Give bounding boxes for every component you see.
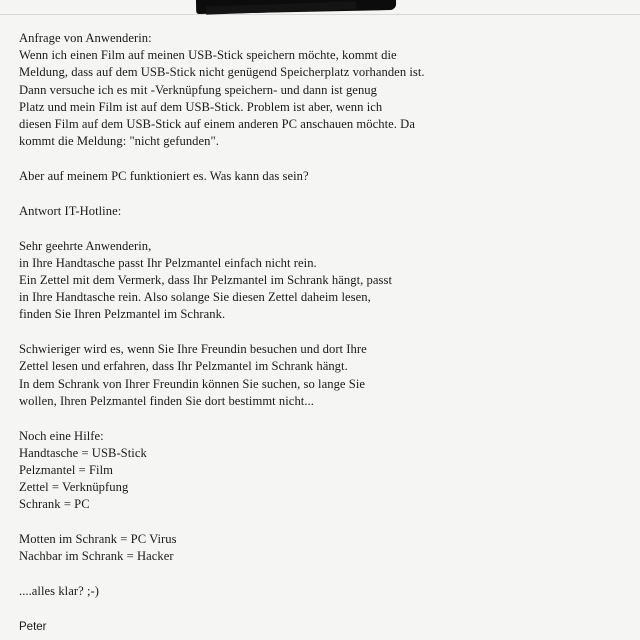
text-line: Nachbar im Schrank = Hacker: [19, 549, 174, 564]
paragraph-gap: [19, 220, 619, 238]
paragraph-gap: [19, 324, 619, 342]
text-line: Ein Zettel mit dem Vermerk, dass Ihr Pelzmantel im Schrank hängt, passt: [19, 273, 392, 288]
text-line: Noch eine Hilfe:: [19, 428, 104, 443]
paragraph-gap: [19, 410, 619, 428]
text-line: Handtasche = USB-Stick: [19, 445, 147, 460]
text-line: Platz und mein Film ist auf dem USB-Stick. Problem ist aber, wenn ich: [19, 99, 383, 114]
question-paragraph: [19, 168, 619, 185]
help-list: [19, 428, 619, 514]
text-line: Pelzmantel = Film: [19, 463, 113, 478]
text-line: Meldung, dass auf dem USB-Stick nicht genügend Speicherplatz vorhanden ist.: [19, 65, 425, 80]
document-body: [19, 30, 619, 600]
text-line: Anfrage von Anwenderin:: [19, 31, 152, 45]
text-line: Schrank = PC: [19, 497, 90, 512]
text-line: in Ihre Handtasche passt Ihr Pelzmantel einfach nicht rein.: [19, 255, 317, 270]
text-line: Aber auf meinem PC funktioniert es. Was kann das sein?: [19, 169, 309, 184]
hotline-heading: [19, 203, 619, 220]
text-line: Motten im Schrank = PC Virus: [19, 532, 177, 547]
paragraph-gap: [19, 514, 619, 532]
text-line: kommt die Meldung: "nicht gefunden".: [19, 134, 219, 149]
paragraph-gap: [19, 185, 619, 203]
header-rule: [0, 14, 640, 15]
text-line: Schwieriger wird es, wenn Sie Ihre Freundin besuchen und dort Ihre: [19, 342, 367, 357]
text-line: Sehr geehrte Anwenderin,: [19, 238, 152, 253]
text-line: Zettel = Verknüpfung: [19, 480, 129, 495]
signature: Peter: [19, 621, 47, 633]
text-line: ....alles klar? ;-): [19, 584, 99, 599]
text-line: in Ihre Handtasche rein. Also solange Sie diesen Zettel daheim lesen,: [19, 290, 371, 305]
text-line: Zettel lesen und erfahren, dass Ihr Pelzmantel im Schrank hängt.: [19, 359, 348, 374]
extra-list: [19, 531, 619, 565]
text-line: finden Sie Ihren Pelzmantel im Schrank.: [19, 307, 226, 322]
text-line: In dem Schrank von Ihrer Freundin können Sie suchen, so lange Sie: [19, 376, 366, 391]
closing-line: [19, 583, 619, 600]
answer-paragraph-1: [19, 238, 619, 324]
paragraph-gap: [19, 566, 619, 584]
text-line: wollen, Ihren Pelzmantel finden Sie dort bestimmt nicht...: [19, 393, 314, 408]
request-paragraph: [19, 30, 619, 150]
text-line: Dann versuche ich es mit -Verknüpfung speichern- und dann ist genug: [19, 82, 377, 97]
text-line: Wenn ich einen Film auf meinen USB-Stick speichern möchte, kommt die: [19, 48, 397, 63]
paragraph-gap: [19, 150, 619, 168]
text-line: Antwort IT-Hotline:: [19, 203, 122, 218]
text-line: diesen Film auf dem USB-Stick auf einem anderen PC anschauen möchte. Da: [19, 117, 415, 132]
answer-paragraph-2: [19, 341, 619, 410]
